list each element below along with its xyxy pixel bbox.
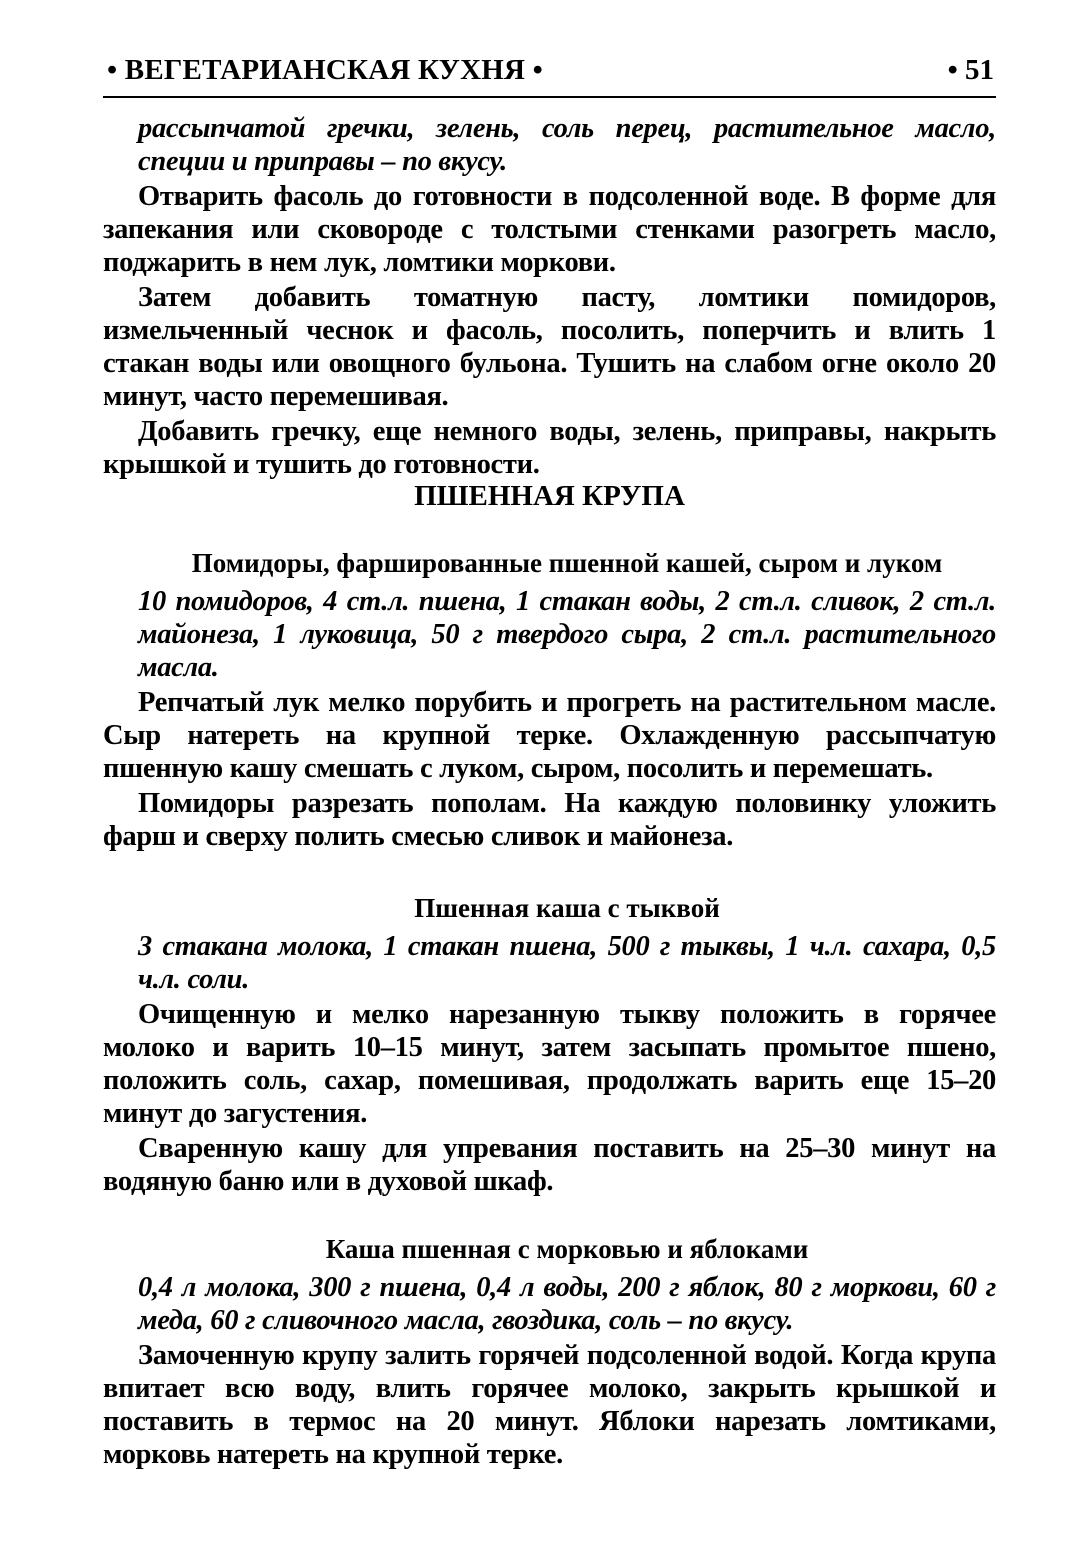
recipe-stuffed-tomatoes [103, 548, 996, 853]
paragraph: Помидоры разрезать пополам. На каждую половинку уложить фарш и сверху полить смесью сливок и майонеза. [103, 788, 996, 852]
running-head [103, 52, 996, 92]
paragraph: Добавить гречку, еще немного воды, зелень, приправы, накрыть крышкой и тушить до готовности. [103, 416, 996, 480]
recipe-title: Каша пшенная с морковью и яблоками [325, 1234, 809, 1264]
recipe-title: Пшенная каша с тыквой [414, 893, 720, 923]
recipe-continuation [103, 112, 996, 481]
ingredients-list: рассыпчатой гречки, зелень, соль перец, растительное масло, специи и приправы – по вкусу. [138, 113, 996, 177]
ingredients-list: 3 стакана молока, 1 стакан пшена, 500 г тыквы, 1 ч.л. сахара, 0,5 ч.л. соли. [138, 931, 996, 995]
paragraph: Отварить фасоль до готовности в подсоленной воде. В форме для запекания или сковороде с толстыми стенками разогреть масло, поджарить в нем лук, ломтики моркови. [103, 181, 996, 278]
recipe-title: Помидоры, фаршированные пшенной кашей, сыром и луком [191, 548, 943, 578]
section-title: ПШЕННАЯ КРУПА [414, 480, 685, 512]
recipe-millet-carrot-apple [103, 1234, 996, 1471]
header-rule [103, 96, 996, 98]
paragraph: Сваренную кашу для упревания поставить на 25–30 минут на водяную баню или в духовой шкаф. [103, 1133, 996, 1197]
ingredients-list: 10 помидоров, 4 ст.л. пшена, 1 стакан воды, 2 ст.л. сливок, 2 ст.л. майонеза, 1 луковица, 50 г твердого сыра, 2 ст.л. растительного масла. [138, 586, 996, 683]
paragraph: Затем добавить томатную пасту, ломтики помидоров, измельченный чеснок и фасоль, посолить, поперчить и влить 1 стакан воды или овощного бульона. Тушить на слабом огне около 20 минут, часто перемешивая. [103, 282, 996, 412]
paragraph: Репчатый лук мелко порубить и прогреть на растительном масле. Сыр натереть на крупной терке. Охлажденную рассыпчатую пшенную кашу смешать с луком, сыром, посолить и перемешать. [103, 687, 996, 784]
paragraph: Замоченную крупу залить горячей подсоленной водой. Когда крупа впитает всю воду, влить горячее молоко, закрыть крышкой и поставить в термос на 20 минут. Яблоки нарезать ломтиками, морковь натереть на крупной терке. [103, 1340, 996, 1470]
running-title: • ВЕГЕТАРИАНСКАЯ КУХНЯ • [107, 54, 543, 86]
page-number: • 51 [947, 54, 994, 86]
ingredients-list: 0,4 л молока, 300 г пшена, 0,4 л воды, 200 г яблок, 80 г моркови, 60 г меда, 60 г сливочного масла, гвоздика, соль – по вкусу. [138, 1272, 996, 1336]
recipe-millet-pumpkin [103, 893, 996, 1198]
paragraph: Очищенную и мелко нарезанную тыкву положить в горячее молоко и варить 10–15 минут, затем засыпать промытое пшено, положить соль, сахар, помешивая, продолжать варить еще 15–20 минут до загустения. [103, 999, 996, 1129]
